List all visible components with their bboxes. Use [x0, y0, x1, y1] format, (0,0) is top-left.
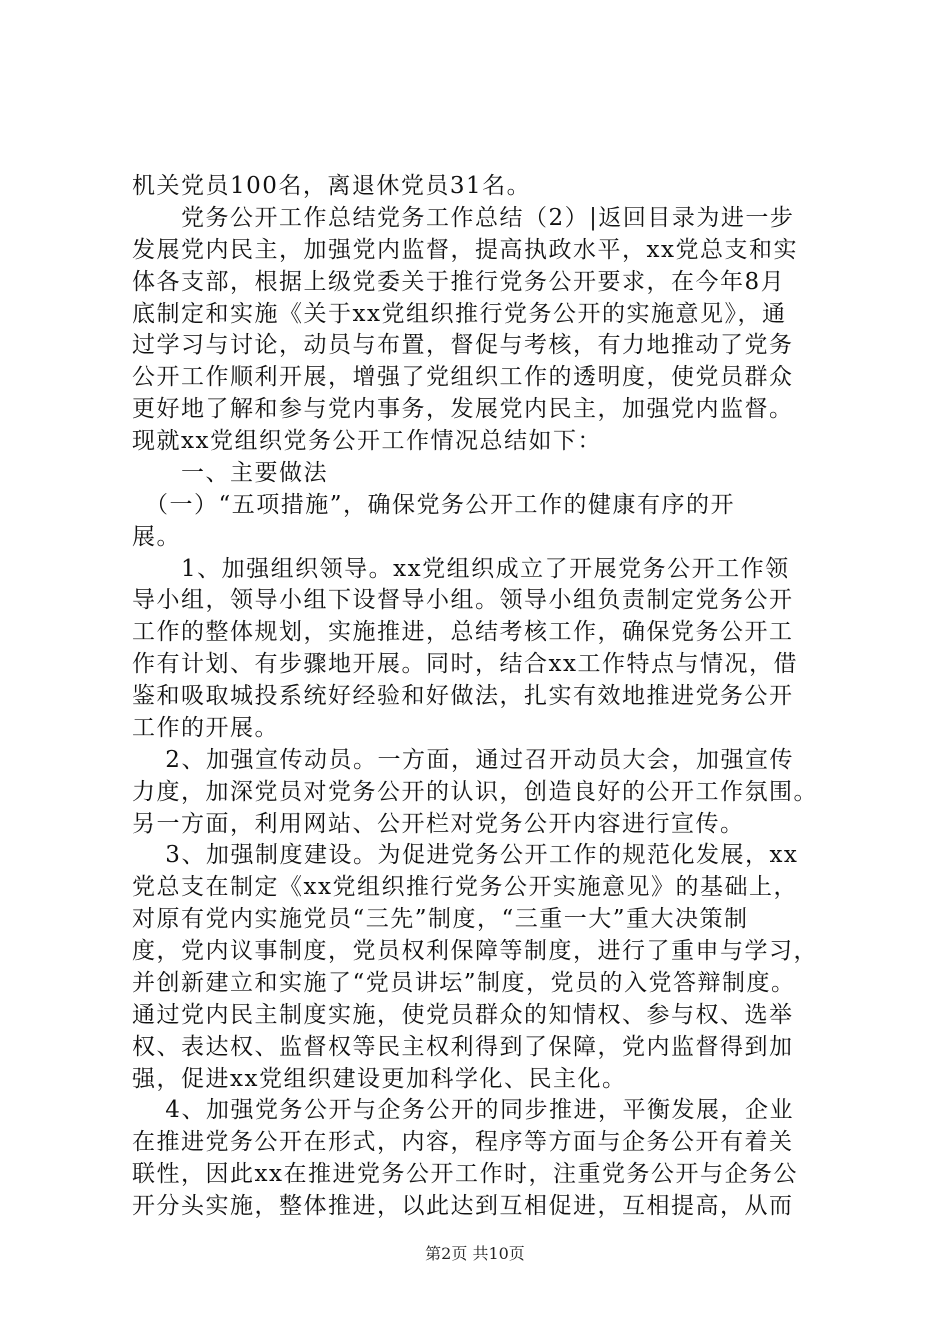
text-line: 工作的整体规划，实施推进，总结考核工作，确保党务公开工 [132, 619, 794, 645]
text-line: 开分头实施，整体推进，以此达到互相促进，互相提高，从而 [132, 1193, 794, 1219]
text-line: 过学习与讨论，动员与布置，督促与考核，有力地推动了党务 [132, 332, 794, 358]
text-line: 发展党内民主，加强党内监督，提高执政水平，xx党总支和实 [132, 237, 798, 263]
text-line: 力度，加深党员对党务公开的认识，创造良好的公开工作氛围。 [132, 779, 818, 805]
text-line: 党务公开工作总结党务工作总结（2）|返回目录为进一步 [132, 205, 795, 231]
text-line: 强，促进xx党组织建设更加科学化、民主化。 [132, 1066, 627, 1092]
text-line: 2、加强宣传动员。一方面，通过召开动员大会，加强宣传 [132, 747, 794, 773]
section-heading: 一、主要做法 [132, 460, 328, 486]
text-line: 公开工作顺利开展，增强了党组织工作的透明度，使党员群众 [132, 364, 794, 390]
text-line: 现就xx党组织党务公开工作情况总结如下： [132, 428, 602, 454]
text-line: 导小组，领导小组下设督导小组。领导小组负责制定党务公开 [132, 587, 794, 613]
text-line: 展。 [132, 524, 181, 550]
subsection-heading: （一）“五项措施”，确保党务公开工作的健康有序的开 [132, 492, 736, 518]
page-number-footer: 第2页 共10页 [425, 1244, 525, 1263]
text-line: 更好地了解和参与党内事务，发展党内民主，加强党内监督。 [132, 396, 794, 422]
text-line: 另一方面，利用网站、公开栏对党务公开内容进行宣传。 [132, 811, 745, 837]
text-line: 底制定和实施《关于xx党组织推行党务公开的实施意见》，通 [132, 301, 787, 327]
text-line: 党总支在制定《xx党组织推行党务公开实施意见》的基础上， [132, 874, 798, 900]
text-line: 机关党员100名，离退休党员31名。 [132, 173, 532, 199]
text-line: 并创新建立和实施了“党员讲坛”制度，党员的入党答辩制度。 [132, 970, 796, 996]
text-line: 通过党内民主制度实施，使党员群众的知情权、参与权、选举 [132, 1002, 794, 1028]
text-line: 作有计划、有步骤地开展。同时，结合xx工作特点与情况，借 [132, 651, 798, 677]
text-line: 工作的开展。 [132, 715, 279, 741]
text-line: 1、加强组织领导。xx党组织成立了开展党务公开工作领 [132, 556, 790, 582]
text-line: 联性，因此xx在推进党务公开工作时，注重党务公开与企务公 [132, 1161, 798, 1187]
text-line: 4、加强党务公开与企务公开的同步推进，平衡发展，企业 [132, 1097, 794, 1123]
text-line: 权、表达权、监督权等民主权利得到了保障，党内监督得到加 [132, 1034, 794, 1060]
text-line: 鉴和吸取城投系统好经验和好做法，扎实有效地推进党务公开 [132, 683, 794, 709]
text-line: 3、加强制度建设。为促进党务公开工作的规范化发展，xx [132, 842, 799, 868]
text-line: 对原有党内实施党员“三先”制度，“三重一大”重大决策制 [132, 906, 749, 932]
text-line: 在推进党务公开在形式，内容，程序等方面与企务公开有着关 [132, 1129, 794, 1155]
text-line: 度，党内议事制度，党员权利保障等制度，进行了重申与学习， [132, 938, 818, 964]
text-line: 体各支部，根据上级党委关于推行党务公开要求，在今年8月 [132, 269, 786, 295]
